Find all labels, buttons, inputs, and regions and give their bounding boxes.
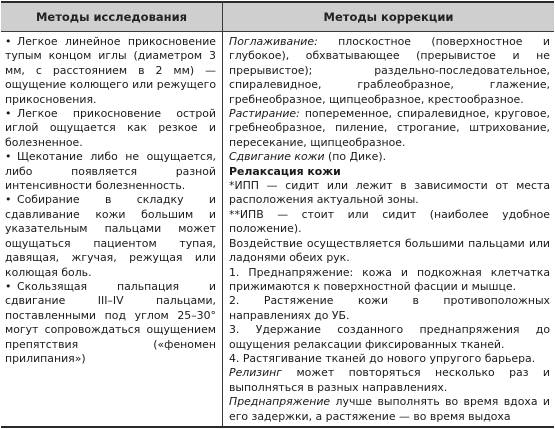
bullet-icon: • [5,193,12,207]
research-methods-cell [5,35,216,366]
bullet-icon: • [5,35,12,48]
header-cell-left [1,3,222,31]
relaxation-heading: Релаксация кожи [229,164,341,178]
step-item: 4. Растягивание тканей до нового упругого барьера. [229,351,536,365]
rubbing-paragraph [229,107,550,150]
methods-table [1,1,554,428]
pretension-text: лучше выполнять во время вдоха и его задержки, а растяжение — во время выдоха [229,395,550,423]
research-item: • Легкое линейное прикосновение тупым концом иглы (диаметром 3 мм, с расстоянием в 2 мм) — ощущение колющего или режущего прикосновения. [5,35,216,107]
releasing-text: может повторяться несколько раз и выполняться в разных направлениях. [229,366,550,394]
table-bottom-border [1,426,554,428]
pretension-term: Преднапряжение [229,395,331,409]
stroking-term: Поглаживание: [229,35,318,48]
header-cell-right [223,3,554,31]
research-item: • Легкое прикосновение острой иглой ощущается как резкое и болезненное. [5,107,216,150]
step-item: 3. Удержание созданного преднапряжения до ощущения релаксации фиксированных тканей. [229,323,550,351]
shift-text: (по Дике). [324,150,387,164]
research-item: • Скользящая пальпация и сдвигание III–IV пальцами, поставленными под углом 25–30° могут сопровождаться ощущением препятствия («феномен прилипания») [5,280,216,366]
rubbing-term: Растирание: [229,107,300,121]
ipp-paragraph: *ИПП — сидит или лежит в зависимости от места расположения актуальной зоны. [229,179,550,207]
header-correction-methods: Методы коррекции [323,10,454,24]
step-item: 1. Преднапряжение: кожа и подкожная клетчатка прижимаются к поверхностной фасции и мышце. [229,265,550,293]
stroking-paragraph [229,35,550,107]
effect-paragraph: Воздействие осуществляется большими пальцами или ладонями обеих рук. [229,236,550,265]
step-item: 2. Растяжение кожи в противоположных направлениях до УБ. [229,294,550,322]
rubbing-text: попеременное, спиралевидное, круговое, гребнеобразное, пиление, строгание, штрихование, пересекание, щипцеобразное. [229,107,550,149]
research-item: • Собирание в складку и сдавливание кожи большим и указательным пальцами может ощущаться пациентом тупая, давящая, жгучая, режущая или колющая боль. [5,193,216,279]
stroking-text: плоскостное (поверхностное и глубокое), обхватывающее (прерывистое и не прерывистое); раздельно-последовательное, спиралевидное, граблеобразное, глажение, гребнеобразное, щипцеобразное, крестообразное. [229,35,550,106]
releasing-term: Релизинг [229,366,283,380]
correction-methods-cell [229,35,550,424]
shift-paragraph [229,150,550,164]
research-item: • Щекотание либо не ощущается, либо появляется разной интенсивности болезненность. [5,150,216,193]
bullet-icon: • [5,107,12,121]
header-bottom-border [1,31,554,32]
shift-term: Сдвигание кожи [229,150,325,164]
pretension-paragraph [229,395,550,424]
bullet-icon: • [5,279,12,293]
header-research-methods: Методы исследования [35,10,188,24]
ipv-paragraph: **ИПВ — стоит или сидит (наиболее удобное положение). [229,207,550,236]
bullet-icon: • [5,150,12,164]
column-divider [222,1,223,428]
releasing-paragraph [229,366,550,395]
